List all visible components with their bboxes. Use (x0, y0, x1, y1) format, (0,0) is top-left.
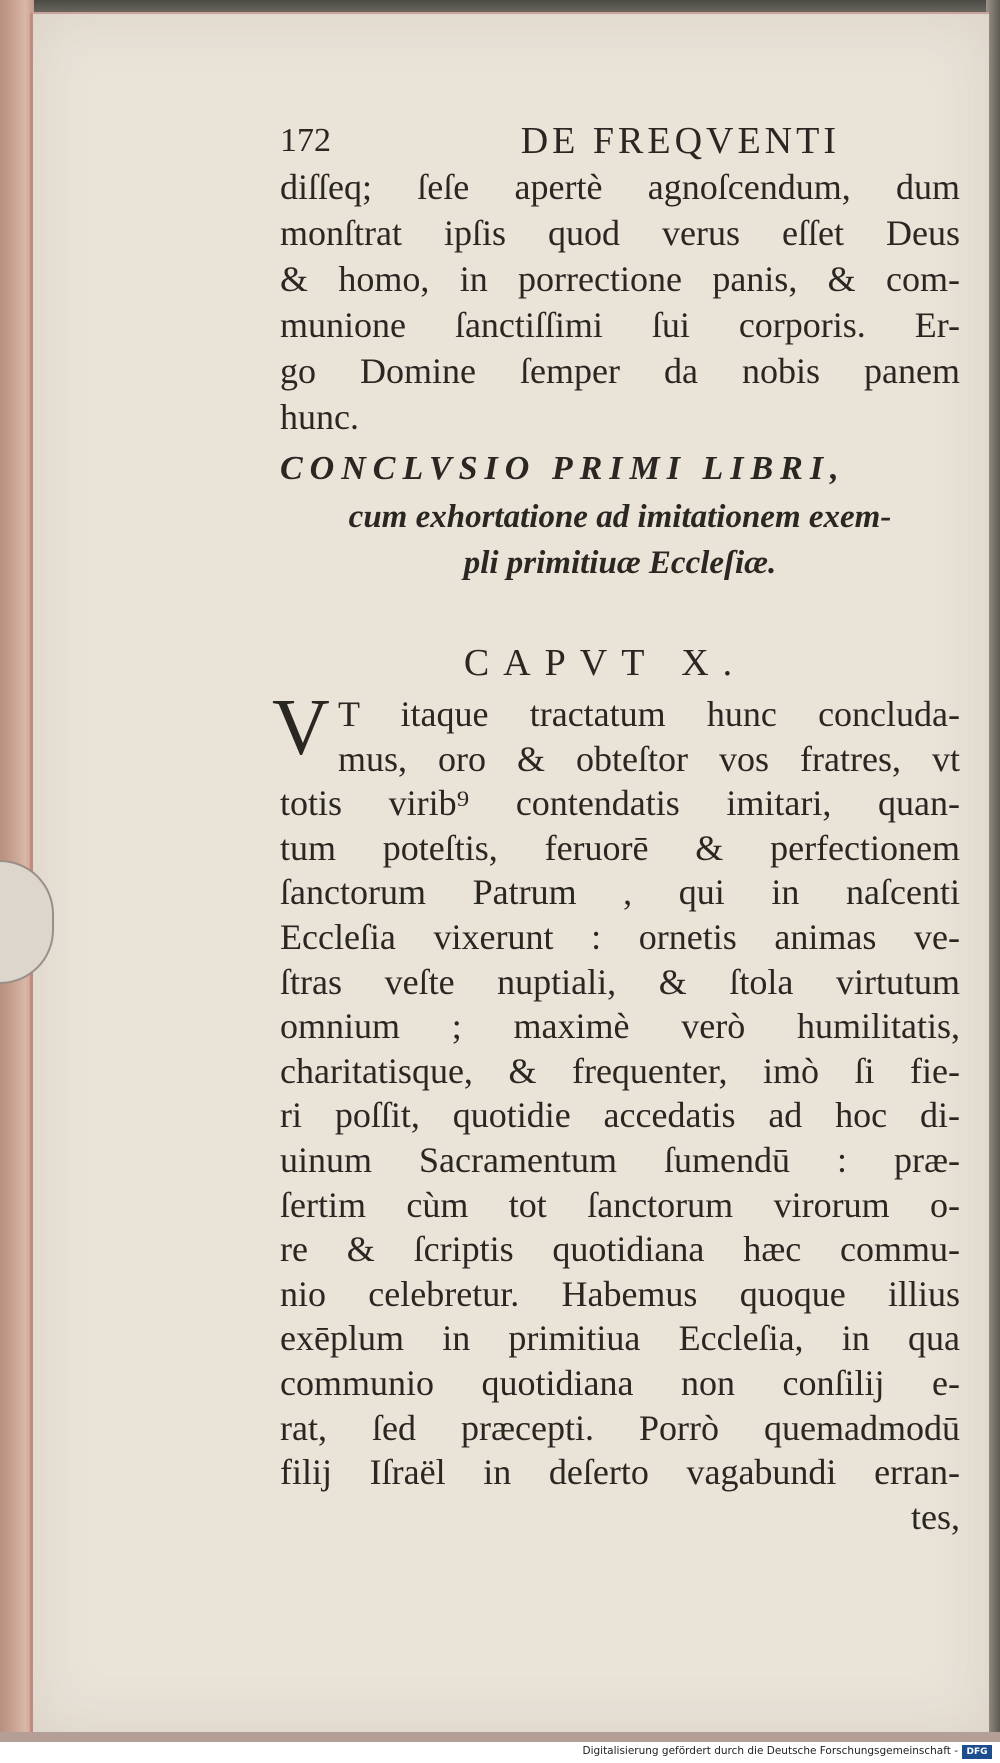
text-line: ſanctorum Patrum , qui in naſcenti (280, 872, 960, 913)
text-line: & homo, in porrectione panis, & com- (280, 259, 960, 299)
text-line: ſertim cùm tot ſanctorum virorum o- (280, 1184, 960, 1225)
text-line: omnium ; maximè verò humilitatis, (280, 1006, 960, 1047)
drop-capital: V (272, 684, 330, 772)
text-line: mus, oro & obteſtor vos fratres, vt (338, 738, 960, 779)
text-line: Eccleſia vixerunt : ornetis animas ve- (280, 916, 960, 957)
first-line-text: T itaque tractatum hunc concluda- (338, 694, 960, 734)
text-line: communio quotidiana non conſilij e- (280, 1362, 960, 1403)
page-text (272, 118, 960, 1539)
conclusio-subtitle-line: pli primitiuæ Eccleſiæ. (463, 545, 777, 581)
chapter-body (272, 684, 960, 1539)
text-line: nio celebretur. Habemus quoque illius (280, 1273, 960, 1314)
chapter-heading: CAPVT X. (463, 642, 747, 684)
text-line: tum poteſtis, feruorē & perfectionem (280, 827, 960, 868)
text-line: uinum Sacramentum ſumendū : præ- (280, 1139, 960, 1180)
page-number: 172 (280, 122, 331, 159)
text-line: go Domine ſemper da nobis panem (280, 351, 960, 391)
book-bottom-edge (0, 1732, 1000, 1742)
text-line: munione ſanctiſſimi ſui corporis. Er- (280, 305, 960, 345)
text-line: filij Iſraël in deſerto vagabundi erran- (280, 1452, 960, 1493)
footer-text: Digitalisierung gefördert durch die Deutsche Forschungsgemeinschaft - (582, 1745, 958, 1757)
dfg-logo-icon: DFG (962, 1745, 992, 1759)
catchword: tes, (911, 1496, 960, 1537)
text-line: monſtrat ipſis quod verus eſſet Deus (280, 213, 960, 253)
text-line: totis virib⁹ contendatis imitari, quan- (280, 783, 960, 824)
digitization-footer (0, 1742, 1000, 1763)
text-line: hunc. (280, 397, 359, 437)
paragraph-1 (280, 164, 960, 440)
running-header (280, 118, 840, 164)
text-line: ri poſſit, quotidie accedatis ad hoc di- (280, 1095, 960, 1136)
text-line: diſſeq; ſeſe apertè agnoſcendum, dum (280, 167, 960, 207)
conclusio-title: CONCLVSIO PRIMI LIBRI, (280, 450, 846, 487)
text-line: rat, ſed præcepti. Porrò quemadmodū (280, 1407, 960, 1448)
text-line: charitatisque, & frequenter, imò ſi fie- (280, 1050, 960, 1091)
text-line: exēplum in primitiua Eccleſia, in qua (280, 1318, 960, 1359)
text-line: ſtras veſte nuptiali, & ſtola virtutum (280, 961, 960, 1002)
conclusio-subtitle-line: cum exhortatione ad imitationem exem- (348, 499, 892, 535)
running-title: DE FREQVENTI (520, 120, 840, 162)
text-line: re & ſcriptis quotidiana hæc commu- (280, 1229, 960, 1270)
